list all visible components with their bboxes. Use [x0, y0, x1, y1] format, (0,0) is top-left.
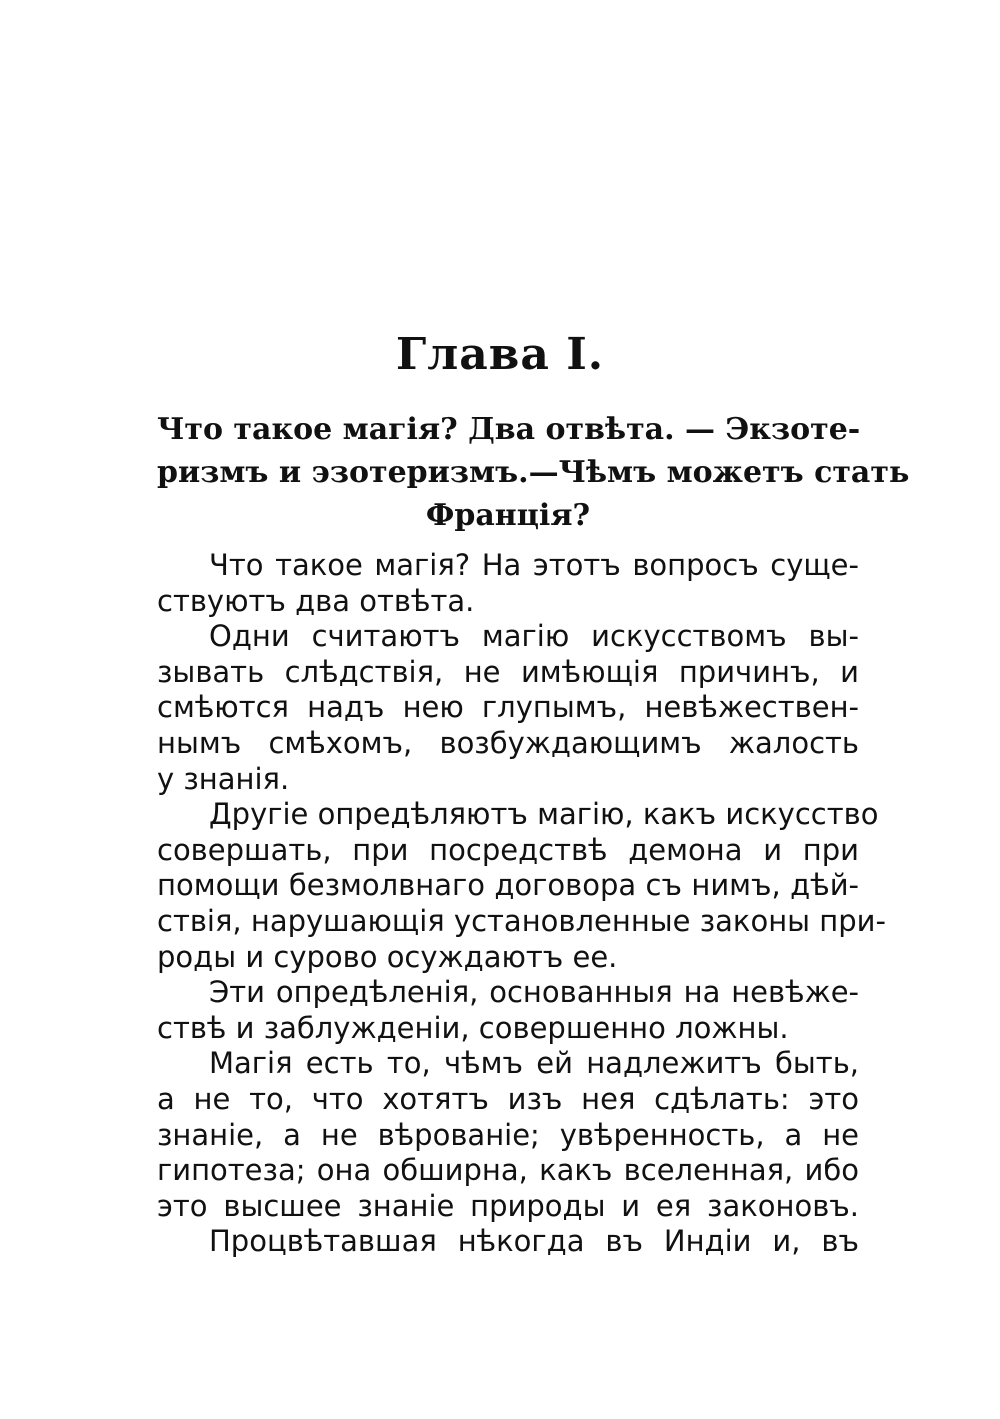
text-line: Что такое магія? На этотъ вопросъ суще- [209, 548, 859, 582]
text-line: помощи безмолвнаго договора съ нимъ, дѣй- [157, 868, 859, 903]
text-line: ствѣ и заблужденіи, совершенно ложны. [157, 1010, 789, 1045]
text-line: ствія, нарушающія установленные законы при- [157, 903, 886, 938]
text-line: роды и сурово осуждаютъ ее. [157, 939, 618, 974]
text-line: Магія есть то, чѣмъ ей надлежитъ быть, [209, 1046, 859, 1081]
text-line: совершать, при посредствѣ демона и при [157, 832, 859, 867]
text-line: Другіе опредѣляютъ магію, какъ искусство [209, 797, 879, 832]
text-line: зывать слѣдствія, не имѣющія причинъ, и [157, 654, 859, 689]
text-line: гипотеза; она обширна, какъ вселенная, ибо [157, 1153, 859, 1188]
text-line: Процвѣтавшая нѣкогда въ Индіи и, въ [209, 1224, 859, 1259]
text-line: а не то, что хотятъ изъ нея сдѣлать: это [157, 1081, 859, 1116]
body-text [157, 548, 886, 1260]
chapter-summary [157, 408, 910, 537]
text-line: нымъ смѣхомъ, возбуждающимъ жалость [157, 725, 859, 760]
text-line: знаніе, а не вѣрованіе; увѣренность, а не [157, 1117, 859, 1152]
summary-line: Франція? [425, 498, 591, 533]
text-line: Эти опредѣленія, основанныя на невѣже- [209, 975, 859, 1010]
summary-line: Что такое магія? Два отвѣта. — Экзоте- [157, 412, 861, 447]
chapter-title: Глава I. [395, 329, 605, 380]
summary-line: ризмъ и эзотеризмъ.—Чѣмъ можетъ стать [157, 455, 910, 490]
text-line: это высшее знаніе природы и ея законовъ. [157, 1188, 859, 1223]
text-line: смѣются надъ нею глупымъ, невѣжествен- [157, 690, 859, 725]
text-line: Одни считаютъ магію искусствомъ вы- [209, 619, 859, 654]
text-line: ствуютъ два отвѣта. [157, 583, 475, 618]
text-line: у знанія. [157, 761, 290, 796]
